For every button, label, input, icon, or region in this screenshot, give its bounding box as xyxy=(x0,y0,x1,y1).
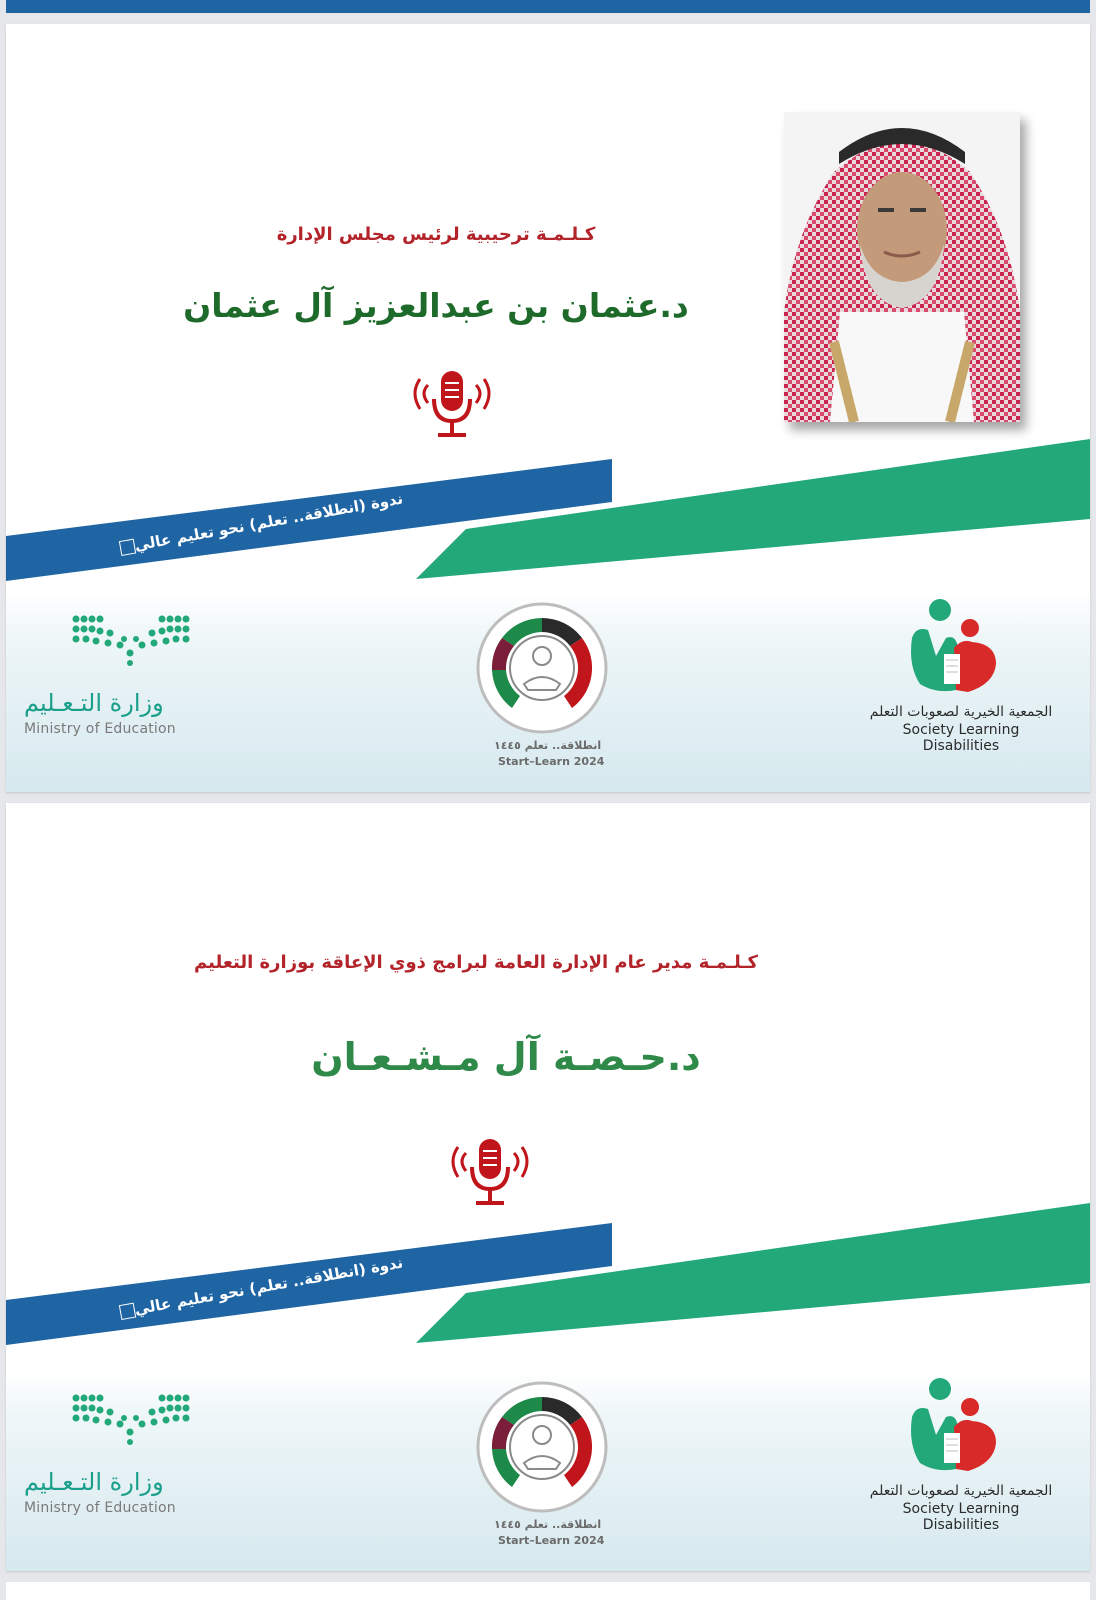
society-learning-disabilities-logo-icon xyxy=(906,1377,1006,1477)
microphone-icon xyxy=(410,369,494,439)
gulf-day-learning-disabilities-logo-icon xyxy=(472,1377,612,1517)
sld-english-name: Society Learning Disabilities xyxy=(902,722,1020,754)
moe-arabic-name: وزارة التـعـليم xyxy=(24,1468,164,1496)
sld-arabic-name: الجمعية الخيرية لصعوبات التعلم xyxy=(869,1483,1053,1499)
slide-subtitle: كـلـمـة ترحيبية لرئيس مجلس الإدارة xyxy=(276,224,596,245)
speaker-name: د.عثمان بن عبدالعزيز آل عثمان xyxy=(183,286,689,325)
moe-english-name: Ministry of Education xyxy=(24,721,176,737)
ministry-of-education-logo-icon xyxy=(24,609,194,689)
sld-english-name: Society Learning Disabilities xyxy=(902,1501,1020,1533)
banner-label: ندوة (انطلاقة.. تعلم) نحو تعليم عالي xyxy=(133,489,405,555)
gulf-arabic-label: انطلاقة.. تعلم ١٤٤٥ xyxy=(494,1518,602,1531)
moe-english-name: Ministry of Education xyxy=(24,1500,176,1516)
microphone-icon xyxy=(448,1137,532,1207)
slide-subtitle: كـلـمـة مدير عام الإدارة العامة لبرامج ذوي الإعاقة بوزارة التعليم xyxy=(194,952,758,973)
moe-arabic-name: وزارة التـعـليم xyxy=(24,689,164,717)
society-learning-disabilities-logo-icon xyxy=(906,598,1006,698)
gulf-english-label: Start–Learn 2024 xyxy=(498,755,605,768)
speaker-name: د.حـصـة آل مـشـعـان xyxy=(311,1035,701,1079)
banner-label: ندوة (انطلاقة.. تعلم) نحو تعليم عالي xyxy=(133,1253,405,1319)
slide-2 xyxy=(6,803,1090,1571)
top-strip xyxy=(6,0,1090,13)
gulf-day-learning-disabilities-logo-icon xyxy=(472,598,612,738)
sld-arabic-name: الجمعية الخيرية لصعوبات التعلم xyxy=(869,704,1053,720)
ministry-of-education-logo-icon xyxy=(24,1388,194,1468)
gulf-arabic-label: انطلاقة.. تعلم ١٤٤٥ xyxy=(494,739,602,752)
speaker-photo xyxy=(784,112,1020,422)
gulf-english-label: Start–Learn 2024 xyxy=(498,1534,605,1547)
slide-1 xyxy=(6,24,1090,792)
next-slide-edge xyxy=(6,1582,1090,1600)
